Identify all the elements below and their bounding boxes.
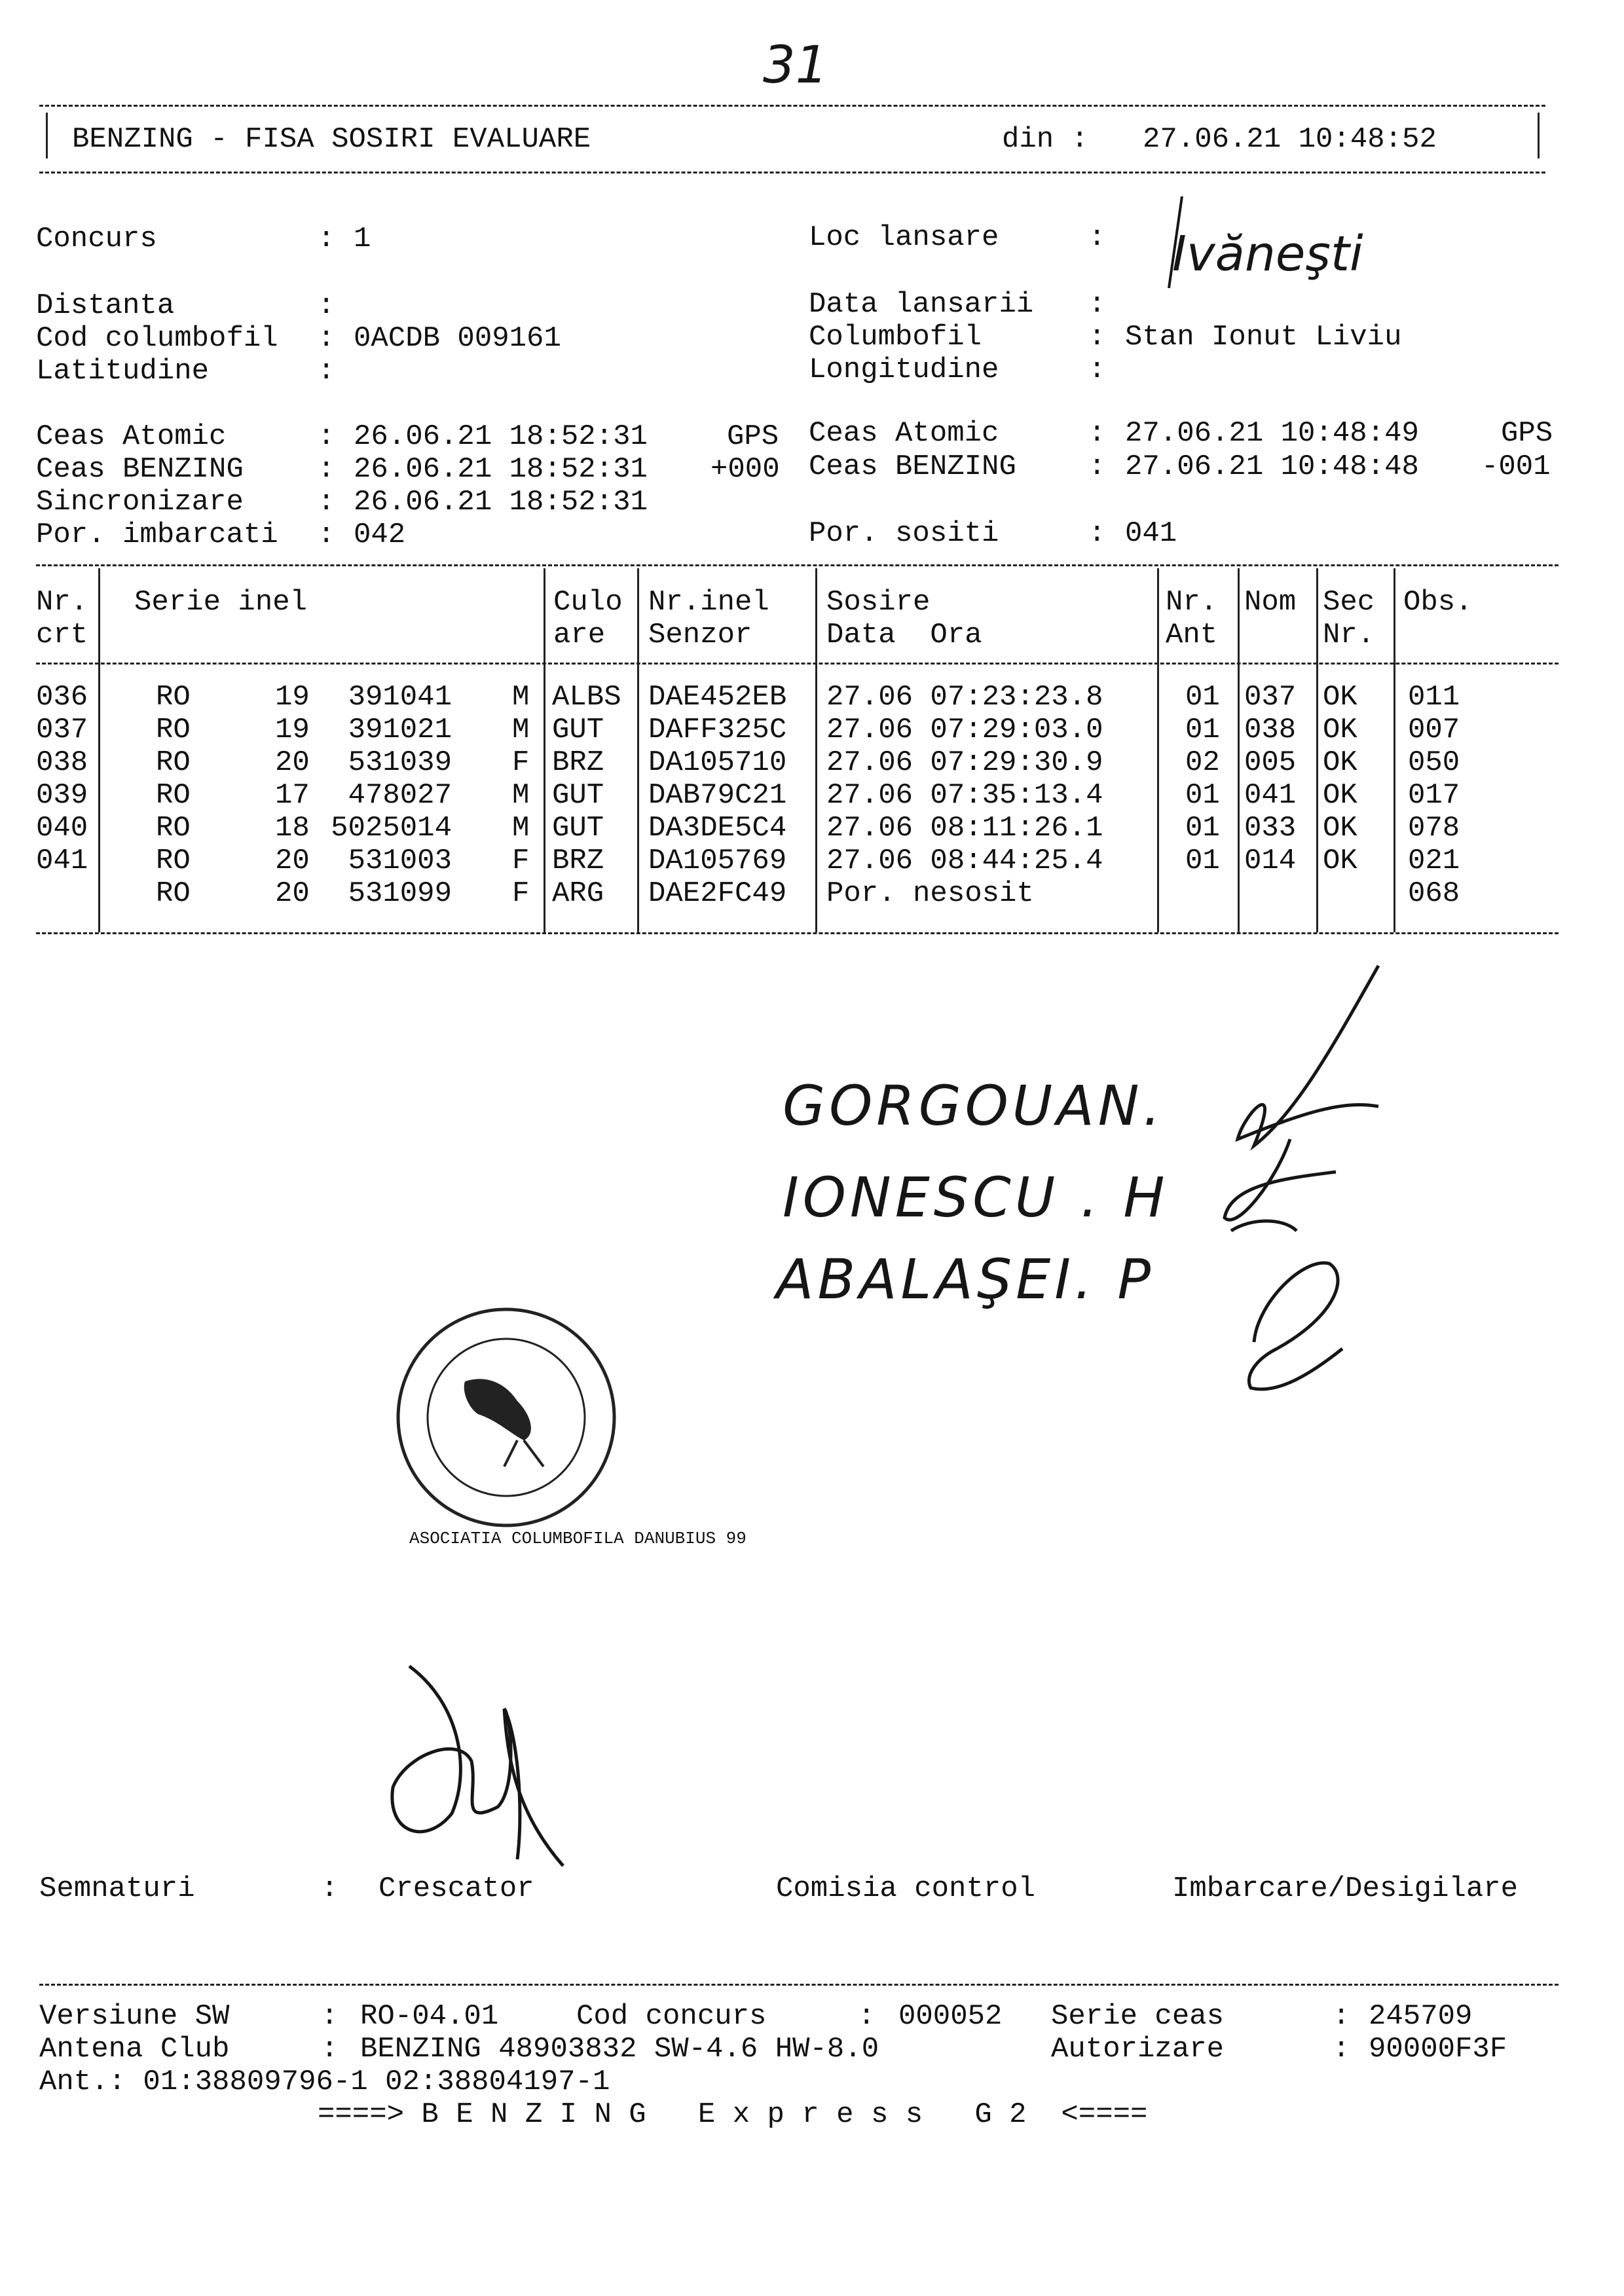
clock-sep: :	[318, 420, 335, 453]
cell-senzor: DAE452EB	[648, 681, 787, 714]
info-value-concurs: 1	[354, 223, 371, 255]
footer-sep: :	[1333, 2033, 1350, 2066]
info-sep: :	[1088, 288, 1106, 321]
signatures-sep: :	[321, 1872, 339, 1905]
signatures-label: Semnaturi	[39, 1872, 195, 1905]
footer-sep: :	[321, 2033, 339, 2066]
cell-sosire: 27.06 07:29:30.9	[826, 746, 1103, 779]
th-crt: crt	[36, 619, 88, 651]
cell-crt: 037	[36, 714, 88, 746]
footer-autorizare-label: Autorizare	[1051, 2033, 1225, 2066]
cell-nr: 531003	[348, 845, 452, 877]
cell-sec: OK	[1323, 779, 1357, 812]
th-senzor: Senzor	[648, 619, 752, 651]
footer-brand-line: ====> B E N Z I N G E x p r e s s G 2 <====	[318, 2098, 1148, 2131]
cell-crt: 040	[36, 812, 88, 845]
th-nr: Nr.	[36, 586, 88, 619]
clock-label: Ceas BENZING	[809, 450, 1016, 483]
cell-culoare: GUT	[552, 812, 604, 845]
cell-an: 18	[275, 812, 310, 845]
cell-sex: M	[512, 714, 530, 746]
signature-crescator: Crescator	[378, 1872, 534, 1905]
footer-versiune-label: Versiune SW	[39, 2000, 230, 2033]
info-sep: :	[1088, 321, 1106, 354]
info-label: Data lansarii	[809, 288, 1034, 321]
clock-value: 26.06.21 18:52:31	[354, 486, 648, 519]
cell-ant: 01	[1185, 779, 1220, 812]
cell-sosire: 27.06 08:44:25.4	[826, 845, 1103, 877]
th-nr-inel: Nr.inel	[648, 586, 769, 619]
cell-nom: 014	[1244, 845, 1297, 877]
footer-autorizare-value: 90000F3F	[1369, 2033, 1507, 2066]
cell-sosire: 27.06 07:23:23.8	[826, 681, 1103, 714]
cell-ant: 01	[1185, 714, 1220, 746]
signature-imbarcare: Imbarcare/Desigilare	[1172, 1872, 1519, 1905]
clock-suffix: GPS	[727, 420, 779, 453]
cell-tara: RO	[156, 714, 191, 746]
info-label: Latitudine	[36, 355, 210, 388]
cell-sec: OK	[1323, 714, 1357, 746]
cell-tara: RO	[156, 812, 191, 845]
th-sosire: Sosire	[826, 586, 931, 619]
cell-nom: 033	[1244, 812, 1297, 845]
info-sep: :	[318, 289, 335, 322]
cell-tara: RO	[156, 845, 191, 877]
cell-crt: 039	[36, 779, 88, 812]
info-sep: :	[318, 322, 335, 355]
cell-obs: 011	[1408, 681, 1460, 714]
clock-suffix: +000	[710, 453, 780, 486]
cell-obs: 007	[1408, 714, 1460, 746]
cell-tara: RO	[156, 779, 191, 812]
cell-nr: 5025014	[331, 812, 452, 845]
footer-serie-ceas-value: 245709	[1369, 2000, 1473, 2033]
clock-value: 27.06.21 10:48:48	[1125, 450, 1419, 483]
info-value-columbofil: Stan Ionut Liviu	[1125, 321, 1402, 354]
cell-sosire: Por. nesosit	[826, 877, 1034, 910]
cell-culoare: ARG	[552, 877, 604, 910]
info-label: Distanta	[36, 289, 175, 322]
clock-label: Por. sositi	[809, 517, 999, 550]
cell-sex: F	[512, 877, 530, 910]
info-label: Longitudine	[809, 354, 999, 386]
cell-nr: 478027	[348, 779, 452, 812]
header-datetime: 27.06.21 10:48:52	[1143, 123, 1437, 156]
cell-nr: 391041	[348, 681, 452, 714]
info-value-cod-columbofil: 0ACDB 009161	[354, 322, 561, 355]
info-label: Cod columbofil	[36, 322, 278, 355]
signature-comisia: Comisia control	[776, 1872, 1036, 1905]
cell-an: 20	[275, 746, 310, 779]
cell-obs: 078	[1408, 812, 1460, 845]
info-label: Concurs	[36, 223, 157, 255]
th-sec-nr: Nr.	[1323, 619, 1375, 651]
clock-sep: :	[1088, 450, 1106, 483]
clock-sep: :	[1088, 517, 1106, 550]
footer-ant-line: Ant.: 01:38809796-1 02:38804197-1	[39, 2066, 610, 2098]
footer-serie-ceas-label: Serie ceas	[1051, 2000, 1225, 2033]
cell-sec: OK	[1323, 812, 1357, 845]
clock-sep: :	[318, 519, 335, 551]
cell-an: 20	[275, 845, 310, 877]
cell-obs: 050	[1408, 746, 1460, 779]
clock-label: Ceas Atomic	[809, 417, 999, 450]
cell-obs: 068	[1408, 877, 1460, 910]
th-ant-2: Ant	[1166, 619, 1218, 651]
cell-sosire: 27.06 08:11:26.1	[826, 812, 1103, 845]
footer-versiune-value: RO-04.01	[360, 2000, 499, 2033]
th-culoare: Culo	[553, 586, 623, 619]
th-data-ora: Data Ora	[826, 619, 982, 651]
cell-tara: RO	[156, 746, 191, 779]
cell-nom: 005	[1244, 746, 1297, 779]
footer-sep: :	[858, 2000, 876, 2033]
cell-sex: F	[512, 845, 530, 877]
footer-cod-concurs-value: 000052	[898, 2000, 1003, 2033]
header-din-label: din :	[1002, 123, 1089, 156]
cell-an: 19	[275, 681, 310, 714]
cell-tara: RO	[156, 877, 191, 910]
cell-nom: 041	[1244, 779, 1297, 812]
cell-crt: 041	[36, 845, 88, 877]
cell-obs: 021	[1408, 845, 1460, 877]
footer-antena-value: BENZING 48903832 SW-4.6 HW-8.0	[360, 2033, 879, 2066]
clock-sep: :	[1088, 417, 1106, 450]
cell-nr: 391021	[348, 714, 452, 746]
clock-suffix: -001	[1481, 450, 1551, 483]
cell-nr: 531099	[348, 877, 452, 910]
cell-nom: 038	[1244, 714, 1297, 746]
handwritten-name: GORGOUAN.	[783, 1074, 1165, 1138]
clock-label: Ceas BENZING	[36, 453, 244, 486]
cell-ant: 01	[1185, 845, 1220, 877]
cell-culoare: BRZ	[552, 746, 604, 779]
cell-sosire: 27.06 07:29:03.0	[826, 714, 1103, 746]
th-obs: Obs.	[1403, 586, 1473, 619]
cell-ant: 01	[1185, 681, 1220, 714]
clock-value: 27.06.21 10:48:49	[1125, 417, 1419, 450]
cell-nr: 531039	[348, 746, 452, 779]
header-title: BENZING - FISA SOSIRI EVALUARE	[72, 123, 591, 156]
footer-sep: :	[1333, 2000, 1350, 2033]
info-sep: :	[1088, 221, 1106, 254]
cell-senzor: DAE2FC49	[648, 877, 787, 910]
clock-value: 042	[354, 519, 406, 551]
stamp-text: ASOCIATIA COLUMBOFILA DANUBIUS 99	[409, 1529, 747, 1548]
cell-sosire: 27.06 07:35:13.4	[826, 779, 1103, 812]
cell-sec: OK	[1323, 681, 1357, 714]
page-number: 31	[763, 36, 828, 95]
cell-sex: M	[512, 779, 530, 812]
info-label: Columbofil	[809, 321, 982, 354]
cell-ant: 01	[1185, 812, 1220, 845]
info-label: Loc lansare	[809, 221, 999, 254]
clock-suffix: GPS	[1501, 417, 1553, 450]
cell-tara: RO	[156, 681, 191, 714]
cell-an: 20	[275, 877, 310, 910]
cell-an: 17	[275, 779, 310, 812]
cell-nom: 037	[1244, 681, 1297, 714]
clock-sep: :	[318, 486, 335, 519]
cell-crt: 038	[36, 746, 88, 779]
cell-sec: OK	[1323, 746, 1357, 779]
cell-senzor: DAFF325C	[648, 714, 787, 746]
th-nom: Nom	[1244, 586, 1297, 619]
clock-value: 26.06.21 18:52:31	[354, 420, 648, 453]
clock-value: 041	[1125, 517, 1177, 550]
clock-label: Ceas Atomic	[36, 420, 227, 453]
cell-culoare: ALBS	[552, 681, 621, 714]
info-sep: :	[1088, 354, 1106, 386]
handwritten-name: IONESCU . H	[783, 1165, 1169, 1230]
cell-senzor: DAB79C21	[648, 779, 787, 812]
clock-sep: :	[318, 453, 335, 486]
footer-cod-concurs-label: Cod concurs	[576, 2000, 767, 2033]
footer-antena-label: Antena Club	[39, 2033, 230, 2066]
cell-sec: OK	[1323, 845, 1357, 877]
info-sep: :	[318, 223, 335, 255]
footer-sep: :	[321, 2000, 339, 2033]
cell-culoare: GUT	[552, 714, 604, 746]
cell-senzor: DA105710	[648, 746, 787, 779]
th-ant: Nr.	[1166, 586, 1218, 619]
handwritten-name: ABALAŞEI. P	[776, 1247, 1155, 1311]
clock-value: 26.06.21 18:52:31	[354, 453, 648, 486]
cell-culoare: GUT	[552, 779, 604, 812]
cell-culoare: BRZ	[552, 845, 604, 877]
cell-senzor: DA3DE5C4	[648, 812, 787, 845]
info-sep: :	[318, 355, 335, 388]
cell-sex: M	[512, 812, 530, 845]
th-sec: Sec	[1323, 586, 1375, 619]
th-serie-inel: Serie inel	[134, 586, 308, 619]
cell-crt: 036	[36, 681, 88, 714]
cell-obs: 017	[1408, 779, 1460, 812]
clock-label: Sincronizare	[36, 486, 244, 519]
footer-rule	[39, 1984, 1559, 1986]
cell-sex: M	[512, 681, 530, 714]
cell-senzor: DA105769	[648, 845, 787, 877]
cell-an: 19	[275, 714, 310, 746]
cell-ant: 02	[1185, 746, 1220, 779]
cell-sex: F	[512, 746, 530, 779]
loc-lansare-handwritten: Ivăneşti	[1172, 226, 1363, 282]
clock-label: Por. imbarcati	[36, 519, 278, 551]
th-are: are	[553, 619, 606, 651]
